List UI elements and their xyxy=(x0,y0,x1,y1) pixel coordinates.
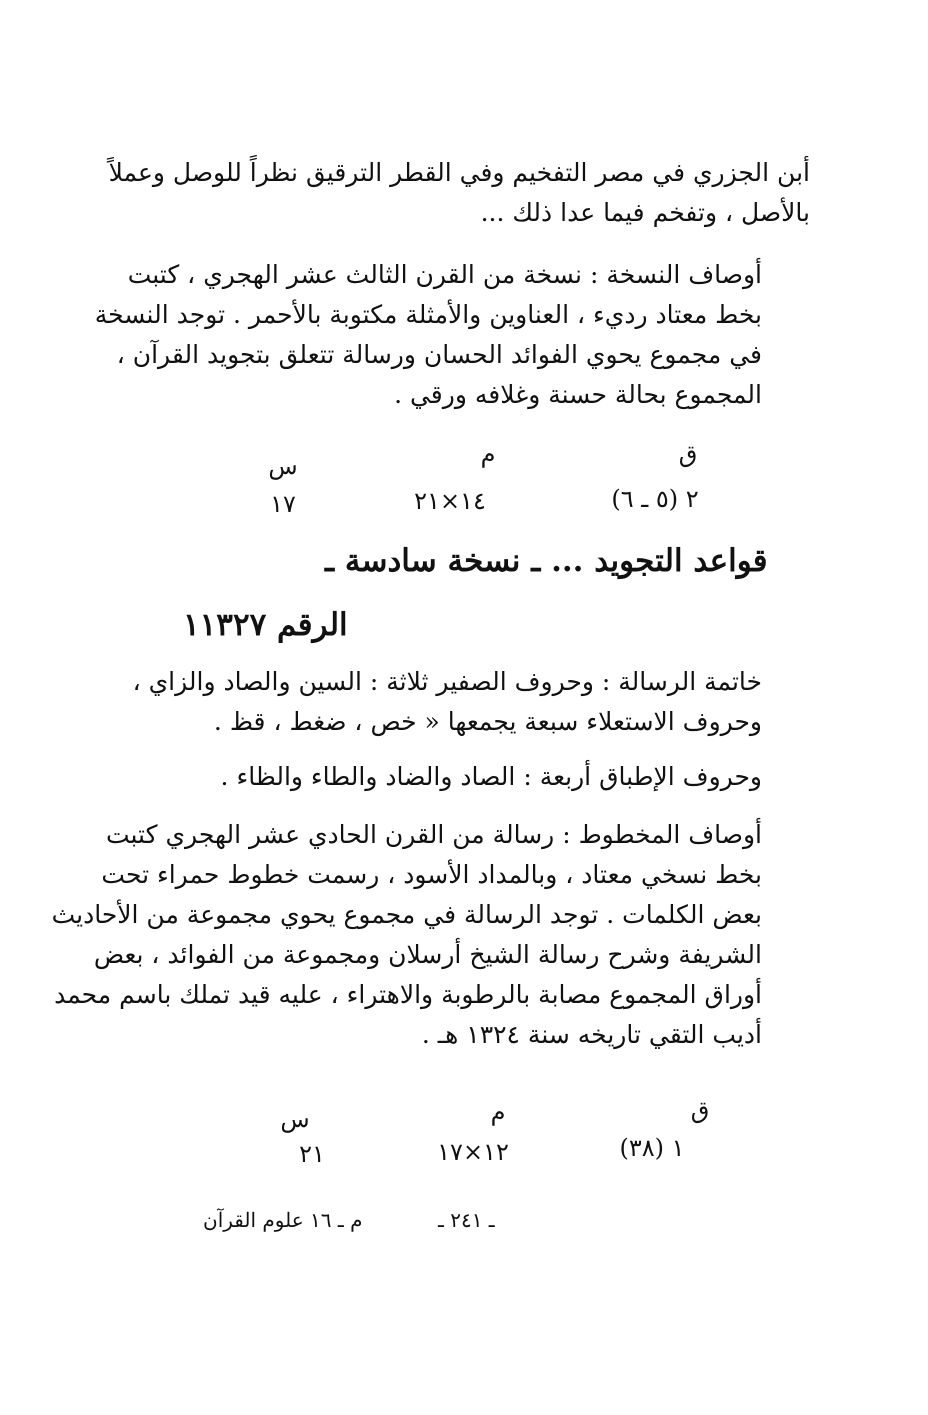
value-q: ٢ (٥ ـ ٦) xyxy=(611,485,699,513)
text-line: وحروف الإطباق أربعة : الصاد والضاد والطاء والظاء . xyxy=(220,762,762,791)
section-title: قواعد التجويد ... ـ نسخة سادسة ـ xyxy=(325,543,768,579)
text-line: أوصاف المخطوط : رسالة من القرن الحادي عشر الهجري كتبت xyxy=(105,820,762,849)
text-line: بالأصل ، وتفخم فيما عدا ذلك ... xyxy=(480,198,810,227)
text-line: الشريفة وشرح رسالة الشيخ أرسلان ومجموعة من الفوائد ، بعض xyxy=(93,940,762,969)
header-s: س xyxy=(280,1105,310,1133)
value-m: ١٢×١٧ xyxy=(437,1138,509,1166)
text-line: أبن الجزري في مصر التفخيم وفي القطر الترقيق نظراً للوصل وعملاً xyxy=(108,158,810,187)
value-s: ١٧ xyxy=(270,490,296,518)
text-line: وحروف الاستعلاء سبعة يجمعها « خص ، ضغط ، قظ . xyxy=(213,707,762,736)
text-line: أوراق المجموع مصابة بالرطوبة والاهتراء ، عليه قيد تملك باسم محمد xyxy=(54,980,762,1009)
printer-signature: م ـ ١٦ علوم القرآن xyxy=(203,1208,363,1232)
record-number: الرقم ١١٣٢٧ xyxy=(183,607,348,643)
value-m: ١٤×٢١ xyxy=(414,487,486,515)
text-line: أوصاف النسخة : نسخة من القرن الثالث عشر الهجري ، كتبت xyxy=(127,260,762,289)
page-number: ـ ٢٤١ ـ xyxy=(438,1208,495,1232)
text-line: بخط معتاد رديء ، العناوين والأمثلة مكتوبة بالأحمر . توجد النسخة xyxy=(94,300,762,329)
value-q: ١ (٣٨) xyxy=(619,1134,685,1162)
text-line: أديب التقي تاريخه سنة ١٣٢٤ هـ . xyxy=(421,1020,762,1049)
header-s: س xyxy=(268,452,298,480)
value-s: ٢١ xyxy=(299,1140,325,1168)
text-line: بخط نسخي معتاد ، وبالمداد الأسود ، رسمت خطوط حمراء تحت xyxy=(101,860,762,889)
text-line: خاتمة الرسالة : وحروف الصفير ثلاثة : السين والصاد والزاي ، xyxy=(132,667,762,696)
header-m: م xyxy=(480,440,496,468)
header-q: ق xyxy=(690,1096,710,1124)
paragraph-manuscript-description xyxy=(51,815,810,1055)
paragraph-itbaq xyxy=(160,757,810,797)
text-line: المجموع بحالة حسنة وغلافه ورقي . xyxy=(394,380,762,409)
text-line: بعض الكلمات . توجد الرسالة في مجموع يحوي مجموعة من الأحاديث xyxy=(51,900,762,929)
header-q: ق xyxy=(678,440,698,468)
header-m: م xyxy=(490,1098,506,1126)
paragraph-colophon xyxy=(132,662,810,742)
text-line: في مجموع يحوي الفوائد الحسان ورسالة تتعلق بتجويد القرآن ، xyxy=(116,340,762,369)
paragraph-copy-description xyxy=(94,255,810,415)
paragraph-continuation xyxy=(108,153,810,233)
